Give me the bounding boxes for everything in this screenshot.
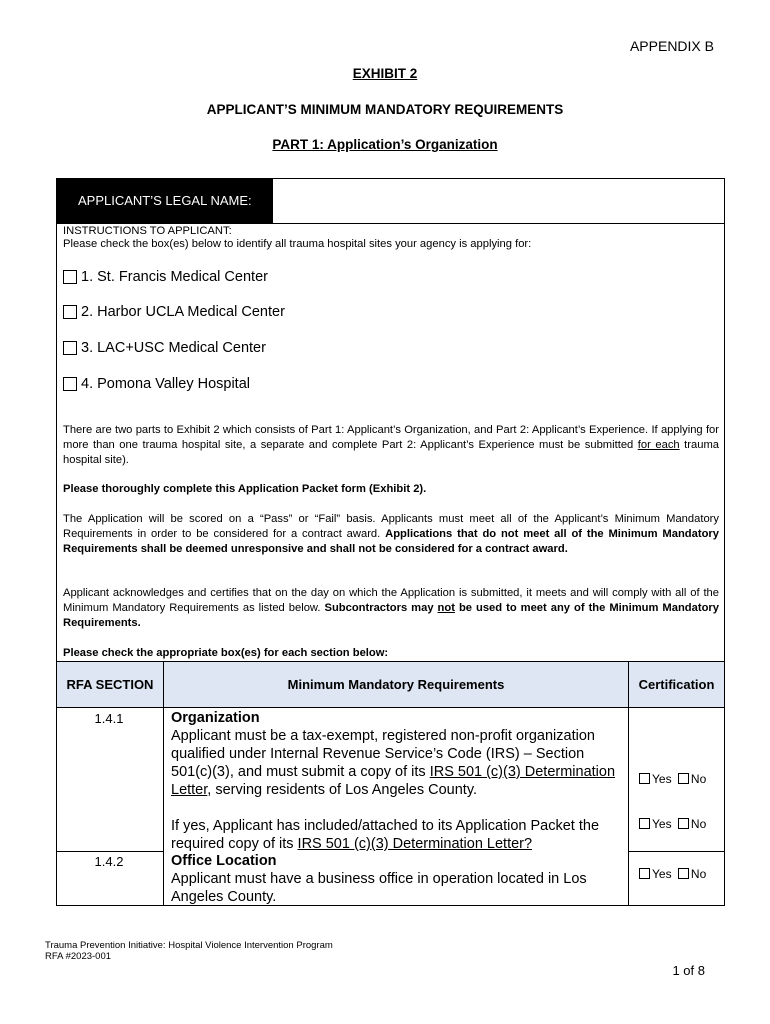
site-label: 4. Pomona Valley Hospital: [81, 376, 250, 392]
text-bold: Subcontractors may: [324, 602, 438, 614]
footer-program: Trauma Prevention Initiative: Hospital Violence Intervention Program: [45, 940, 333, 951]
row-divider: [628, 851, 725, 852]
text-underlined: IRS 501 (c)(3) Determination Letter: [171, 764, 616, 798]
no-label: No: [690, 772, 707, 786]
no-checkbox[interactable]: [678, 773, 689, 784]
no-checkbox[interactable]: [678, 868, 689, 879]
site-label: 2. Harbor UCLA Medical Center: [81, 304, 285, 320]
site-option-1[interactable]: [63, 269, 268, 285]
text: trauma hospital site).: [63, 439, 719, 466]
instructions: [63, 225, 531, 251]
yes-checkbox[interactable]: [639, 773, 650, 784]
text: If yes, Applicant has included/attached to its Application Packet the required copy of its: [171, 818, 600, 852]
site-option-4[interactable]: [63, 376, 250, 392]
header-certification: Certification: [628, 661, 725, 708]
instructions-heading: INSTRUCTIONS TO APPLICANT:: [63, 225, 232, 237]
appendix-label: APPENDIX B: [629, 38, 714, 54]
instructions-text: Please check the box(es) below to identify all trauma hospital sites your agency is applying for:: [63, 238, 532, 250]
text: Applicant acknowledges and certifies that on the day on which the Application is submitted, it meets and will comply with all of the Minimum Mandatory Requirements as listed below.: [63, 587, 719, 614]
page-number: 1 of 8: [672, 963, 705, 978]
exhibit-title: EXHIBIT 2: [352, 66, 418, 81]
certification-yes-no[interactable]: [639, 867, 706, 881]
requirement-text: Applicant must have a business office in operation located in Los Angeles County.: [171, 871, 587, 905]
requirement-cell: [171, 852, 626, 906]
column-divider: [628, 708, 629, 906]
site-option-2[interactable]: [63, 304, 285, 320]
legal-name-row: [56, 178, 725, 224]
no-checkbox[interactable]: [678, 818, 689, 829]
yes-checkbox[interactable]: [639, 868, 650, 879]
no-label: No: [690, 867, 707, 881]
certification-yes-no[interactable]: [639, 817, 706, 831]
header-rfa-section: RFA SECTION: [56, 661, 164, 708]
footer-rfa: RFA #2023-001: [45, 951, 112, 962]
yes-label: Yes: [652, 867, 672, 881]
no-label: No: [690, 817, 707, 831]
text-underlined: IRS 501 (c)(3) Determination Letter?: [297, 836, 533, 852]
text: There are two parts to Exhibit 2 which consists of Part 1: Applicant’s Organization, and Part 2: Applicant’s Experience. If applying for more than one trauma hospital site, a separate and complete Part 2: Applicant’s Experience must be submitted: [63, 424, 719, 451]
site-checkbox[interactable]: [63, 341, 77, 355]
scoring-paragraph: [63, 512, 719, 557]
header-requirements: Minimum Mandatory Requirements: [163, 661, 629, 708]
text-bold: Applications that do not meet all of the Minimum Mandatory Requirements shall be deemed unresponsive and shall not be considered for a contract award.: [63, 528, 719, 555]
text: The Application will be scored on a “Pass” or “Fail” basis. Applicants must meet all of the Applicant’s Minimum Mandatory Requirements in order to be considered for a contract award.: [63, 513, 719, 540]
parts-paragraph: [63, 423, 719, 468]
legal-name-label: APPLICANT’S LEGAL NAME:: [56, 178, 272, 223]
site-checkbox[interactable]: [63, 270, 77, 284]
requirement-cell: [171, 709, 626, 853]
text-underlined: for each: [637, 439, 680, 451]
row-section-number: 1.4.1: [94, 711, 124, 726]
text: , serving residents of Los Angeles County.: [207, 782, 478, 798]
requirements-table: [56, 661, 725, 906]
certification-yes-no[interactable]: [639, 772, 706, 786]
site-label: 3. LAC+USC Medical Center: [81, 340, 266, 356]
requirement-title: Office Location: [171, 853, 277, 869]
legal-name-field[interactable]: [272, 178, 725, 223]
site-checkbox[interactable]: [63, 305, 77, 319]
requirement-title: Organization: [171, 710, 260, 726]
requirement-text: [171, 727, 626, 799]
check-boxes-note: Please check the appropriate box(es) for each section below:: [63, 647, 389, 659]
footer: [45, 940, 333, 962]
certification-paragraph: [63, 586, 719, 631]
requirement-followup: [171, 817, 626, 853]
row-section-number: 1.4.2: [94, 854, 124, 869]
yes-label: Yes: [652, 772, 672, 786]
page-title: APPLICANT’S MINIMUM MANDATORY REQUIREMENTS: [206, 102, 564, 117]
column-divider: [163, 708, 164, 906]
yes-checkbox[interactable]: [639, 818, 650, 829]
site-label: 1. St. Francis Medical Center: [81, 269, 268, 285]
part-title: PART 1: Application’s Organization: [272, 137, 498, 152]
text: Applicant must be a tax-exempt, registered non-profit organization qualified under Internal Revenue Service’s Code (IRS) – Section 501(c)(3), and must submit a copy of its: [171, 728, 595, 780]
text-bold-underlined: not: [437, 602, 455, 614]
site-checkbox[interactable]: [63, 377, 77, 391]
yes-label: Yes: [652, 817, 672, 831]
row-divider: [56, 851, 164, 852]
complete-form-note: Please thoroughly complete this Application Packet form (Exhibit 2).: [63, 483, 427, 495]
site-option-3[interactable]: [63, 340, 266, 356]
text-bold: be used to meet any of the Minimum Mandatory Requirements.: [63, 602, 719, 629]
